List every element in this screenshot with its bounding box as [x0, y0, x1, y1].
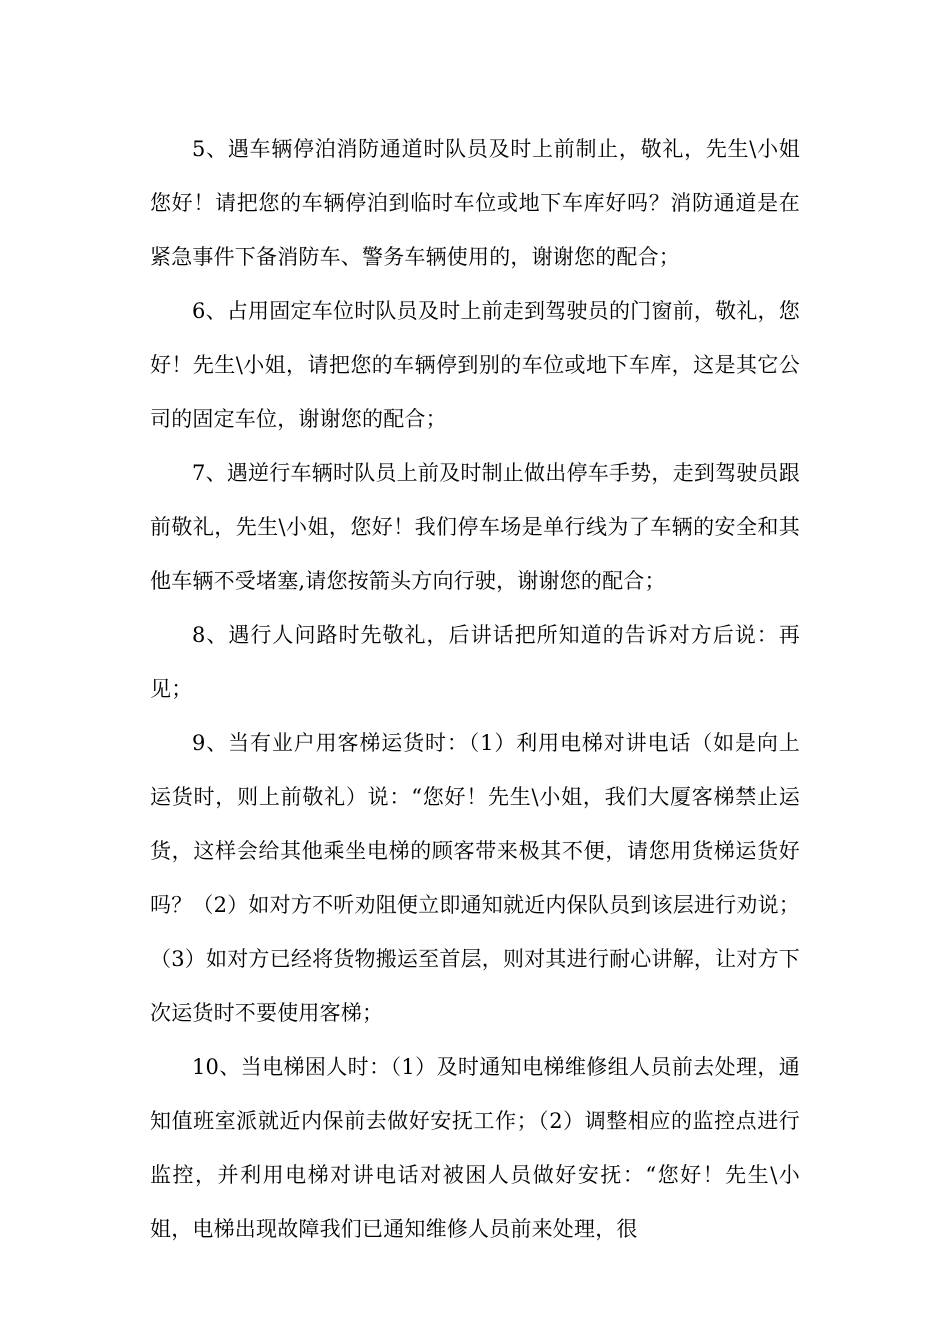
document-body	[150, 122, 800, 1256]
paragraph-5: 5、遇车辆停泊消防通道时队员及时上前制止，敬礼，先生\小姐您好！请把您的车辆停泊到临时车位或地下车库好吗？消防通道是在紧急事件下备消防车、警务车辆使用的，谢谢您的配合；	[150, 137, 800, 269]
paragraph-10: 10、当电梯困人时：（1）及时通知电梯维修组人员前去处理，通知值班室派就近内保前去做好安抚工作；（2）调整相应的监控点进行监控，并利用电梯对讲电话对被困人员做好安抚：“您好！先生\小姐，电梯出现故障我们已通知维修人员前来处理，很	[150, 1055, 800, 1241]
paragraph-7: 7、遇逆行车辆时队员上前及时制止做出停车手势，走到驾驶员跟前敬礼，先生\小姐，您好！我们停车场是单行线为了车辆的安全和其他车辆不受堵塞,请您按箭头方向行驶，谢谢您的配合；	[150, 461, 800, 593]
paragraph-6: 6、占用固定车位时队员及时上前走到驾驶员的门窗前，敬礼，您好！先生\小姐，请把您的车辆停到别的车位或地下车库，这是其它公司的固定车位，谢谢您的配合；	[150, 299, 800, 431]
paragraph-9: 9、当有业户用客梯运货时：（1）利用电梯对讲电话（如是向上运货时，则上前敬礼）说：“您好！先生\小姐，我们大厦客梯禁止运货，这样会给其他乘坐电梯的顾客带来极其不便，请您用货梯运货好吗？（2）如对方不听劝阻便立即通知就近内保队员到该层进行劝说；（3）如对方已经将货物搬运至首层，则对其进行耐心讲解，让对方下次运货时不要使用客梯；	[150, 731, 800, 1025]
paragraph-8: 8、遇行人问路时先敬礼，后讲话把所知道的告诉对方后说：再见；	[150, 623, 800, 701]
